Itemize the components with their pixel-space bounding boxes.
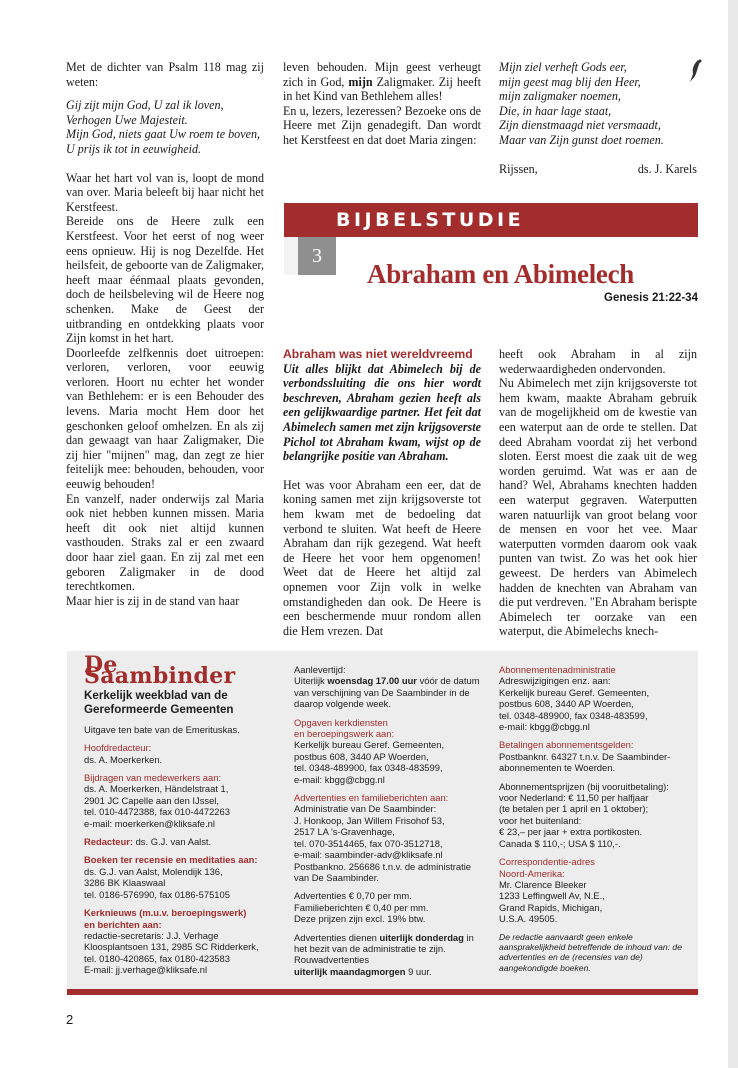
deadline: Uiterlijk woensdag 17.00 uur vóór de datum van verschijning van De Saambinder in de daarop volgende week. (294, 675, 480, 710)
corr-line: Mr. Clarence Bleeker (499, 878, 587, 890)
page-number: 2 (66, 1012, 74, 1027)
pay-line: Postbanknr. 64327 t.n.v. De Saambinder- (499, 750, 671, 762)
article-title: Abraham en Abimelech (367, 259, 634, 289)
news-line: E-mail: jj.verhage@kliksafe.nl (84, 964, 208, 976)
prices-line: voor Nederland: € 11,50 per halfjaar (499, 792, 649, 804)
ad-price: Advertenties € 0,70 per mm. (294, 890, 412, 902)
ads-line: van De Saambinder. (294, 871, 379, 883)
subs-line: tel. 0348-489900, fax 0348-483599, (499, 709, 648, 721)
page-edge (728, 0, 738, 1068)
editor-label: Hoofdredacteur: (84, 742, 152, 754)
hymn-line: Zijn dienstmaagd niet versmaadt, (499, 118, 661, 133)
ads-line: e-mail: saambinder-adv@kliksafe.nl (294, 849, 443, 861)
corr-line: Grand Rapids, Michigan, (499, 901, 603, 913)
redacteur: Redacteur: ds. G.J. van Aalst. (84, 836, 212, 848)
colophon-col-3 (499, 664, 691, 973)
article-body: Het was voor Abraham een eer, dat de koning samen met zijn krijgsoverste tot hem kwam met de bedoeling dat verbond te sluiten. Wat heeft de Heere Abraham dan rijk gezegend. Wat heeft de Heere het voor hem opgenomen! Weet dat de Heere het altijd zal opnemen voor Zijn volk in welke omstandigheden dan ook. De Heere is een beschermende muur rondom allen die Hem vrezen. Dat (283, 477, 481, 638)
col1-paragraph: Maar hier is zij in de stand van haar (66, 593, 240, 608)
col1-paragraph: En vanzelf, nader onderwijs zal Maria ook niet hebben kunnen missen. Maria heeft dit ook niet altijd kunnen vasthouden. Straks zal er een zwaard door haar ziel gaan. En zij zal met een geboren Zaligmaker in de dood terechtkomen. (66, 491, 264, 594)
number-box-shadow (284, 237, 298, 275)
corr-label: Correspondentie-adres (499, 856, 595, 868)
prices-line: Canada $ 110,-; USA $ 110,-. (499, 837, 621, 849)
subtitle: Gereformeerde Gemeenten (84, 702, 234, 716)
article-column-right (499, 347, 697, 639)
signature-place: Rijssen, (499, 162, 538, 176)
services-line: tel. 0348-489900, fax 0348-483599, (294, 762, 443, 774)
hymn-line: mijn geest mag blij den Heer, (499, 74, 641, 89)
psalm-line-2: Verhogen Uwe Majesteit. (66, 112, 188, 127)
lead-text: Uit alles blijkt dat Abimelech bij de verbondssluiting die ons hier wordt beschreven, Abraham gezien heeft als een gelijkwaardige partner. Het feit dat Abimelech samen met zijn krijgsoverste Pichol tot Abraham kwam, wijst op de belangrijke positie van Abraham. (283, 361, 481, 464)
ad-price: Familieberichten € 0,40 per mm. (294, 901, 429, 913)
contrib-label: Bijdragen van medewerkers aan: (84, 772, 222, 784)
hymn-line: Maar van Zijn gunst doet roemen. (499, 132, 664, 147)
ads-line: tel. 070-3514465, fax 070-3512718, (294, 837, 443, 849)
colophon-box (67, 651, 698, 995)
books-line: 3286 BK Klaaswaal (84, 877, 166, 889)
hymn-line: Mijn ziel verheft Gods eer, (499, 60, 627, 74)
psalm-line-1: Gij zijt mijn God, U zal ik loven, (66, 98, 224, 113)
column-3-top (499, 60, 697, 148)
column-2-top (283, 60, 481, 148)
subtitle: Kerkelijk weekblad van de (84, 688, 228, 702)
prices-label: Abonnementsprijzen (bij vooruitbetaling): (499, 780, 669, 792)
psalm-line-4: U prijs ik tot in eeuwigheid. (66, 141, 202, 156)
column-1 (66, 60, 264, 608)
news-label: en berichten aan: (84, 918, 162, 930)
ads-line: J. Honkoop, Jan Willem Frisohof 53, (294, 814, 445, 826)
services-line: postbus 608, 3440 AP Woerden, (294, 750, 429, 762)
editor: ds. A. Moerkerken. (84, 753, 163, 765)
services-label: Opgaven kerkdiensten (294, 716, 388, 728)
contrib-line: ds. A. Moerkerken, Händelstraat 1, (84, 783, 229, 795)
corr-line: 1233 Leffingwell Av, N.E., (499, 890, 605, 902)
col1-paragraph: Waar het hart vol van is, loopt de mond van over. Maria beleeft bij haar nicht het Kerstfeest. (66, 170, 264, 214)
bird-ornament-icon (684, 58, 704, 90)
news-line: tel. 0180-420865, fax 0180-423583 (84, 952, 230, 964)
lead-heading: Abraham was niet wereldvreemd (283, 347, 473, 361)
founded: Uitgave ten bate van de Emerituskas. (84, 723, 240, 735)
ad-deadline: Rouwadvertenties (294, 954, 370, 966)
hymn-line: Die, in haar lage staat, (499, 103, 612, 118)
article-body: heeft ook Abraham in al zijn wederwaardigheden ondervonden. (499, 347, 697, 376)
corr-label: Noord-Amerika: (499, 867, 565, 879)
subs-line: Kerkelijk bureau Geref. Gemeenten, (499, 686, 650, 698)
ads-line: 2517 LA 's-Gravenhage, (294, 826, 395, 838)
prices-line: € 23,– per jaar + extra portikosten. (499, 826, 643, 838)
subs-line: e-mail: kbgg@cbgg.nl (499, 721, 590, 733)
pay-line: abonnementen te Woerden. (499, 762, 616, 774)
news-label: Kerknieuws (m.u.v. beroepingswerk) (84, 907, 247, 919)
col1-paragraph: Bereide ons de Heere zulk een Kerstfeest. Voor het eerst of nog weer eens opnieuw. Hij is nog Dezelfde. Het heilsfeit, de geboorte van de Zaligmaker, heeft maar éénmaal plaats gevonden, doch de heilsbeleving wil de Heere nog schenken. Make de Geest der uitbranding en ontdekking plaats voor Zijn komst in het hart. (66, 214, 264, 346)
ad-deadline: uiterlijk maandagmorgen 9 uur. (294, 965, 432, 977)
books-label: Boeken ter recensie en meditaties aan: (84, 854, 258, 866)
signature-author: ds. J. Karels (637, 162, 697, 176)
books-line: ds. G.J. van Aalst, Molendijk 136, (84, 865, 223, 877)
colophon-col-1 (84, 652, 274, 976)
subs-label: Abonnementenadministratie (499, 664, 616, 675)
ad-deadline: Advertenties dienen uiterlijk donderdag in het bezit van de administratie te zijn. (294, 931, 474, 954)
ads-label: Advertenties en familieberichten aan: (294, 792, 449, 804)
news-line: Kloosplantsoen 131, 2985 SC Ridderkerk, (84, 941, 259, 953)
services-line: e-mail: kbgg@cbgg.nl (294, 773, 385, 785)
services-line: Kerkelijk bureau Geref. Gemeenten, (294, 739, 445, 751)
col1-intro: Met de dichter van Psalm 118 mag zij weten: (66, 60, 264, 89)
hymn-line: mijn zaligmaker noemen, (499, 89, 621, 104)
article-number: 3 (298, 237, 336, 275)
col2-paragraph: En u, lezers, lezeressen? Bezoeke ons de Heere met Zijn genadegift. Dan wordt het Kerstfeest en dat doet Maria zingen: (283, 103, 481, 147)
corr-line: U.S.A. 49505. (499, 913, 558, 925)
prices-line: (te betalen per 1 april en 1 oktober); (499, 803, 649, 815)
deadline-label: Aanlevertijd: (294, 664, 346, 675)
news-line: redactie-secretaris: J.J. Verhage (84, 929, 219, 941)
contrib-line: 2901 JC Capelle aan den IJssel, (84, 794, 219, 806)
article-body: Nu Abimelech met zijn krijgsoverste tot hem kwam, maakte Abraham gebruik van de mogelijkheid om de kwestie van een waterput aan de orde te stellen. Dat deed Abraham voordat zij het verbond sloten. Eerst moest die zaak uit de weg worden geruimd. Wat was er aan de hand? Wel, Abrahams knechten hadden een waterput gegraven. Waterputten waren natuurlijk van groot belang voor de mensen en voor het vee. Maar waterputten vormden daarom ook vaak punten van twist. Zo was het ook hier geweest. De herders van Abimelech hadden de knechten van Abraham van die put verdreven. "En Abraham berispte Abimelech ter oorzake van een waterput, die Abimelechs knech- (499, 376, 697, 639)
ads-line: Administratie van De Saambinder: (294, 803, 437, 815)
signature-line (499, 162, 697, 177)
contrib-line: e-mail: moerkerken@kliksafe.nl (84, 817, 215, 829)
colophon-col-2 (294, 664, 484, 977)
col1-paragraph: Doorleefde zelfkennis doet uitroepen: verloren, verloren, voor eeuwig verloren. Hoort nu echter het wonder van Bethlehem: er is een Behouder des levens. Maria mocht Hem door het geschonken geloof omhelzen. En als zij dan gewaagt van haar Zaligmaker, Die zij hier "mijnen" mag, dan zegt ze hier feitelijk mee: behouden, behouden, voor eeuwig behouden! (66, 345, 264, 492)
section-banner (284, 203, 698, 237)
books-line: tel. 0186-576990, fax 0186-575105 (84, 888, 230, 900)
contrib-line: tel. 010-4472388, fax 010-4472263 (84, 806, 230, 818)
col2-paragraph: leven behouden. Mijn geest verheugt zich in God, mijn Zaligmaker. Zij heeft in het Kind van Bethlehem alles! (283, 60, 482, 104)
section-title: BIJBELSTUDIE (336, 209, 525, 231)
prices-line: voor het buitenland: (499, 814, 582, 826)
subs-line: postbus 608, 3440 AP Woerden, (499, 698, 634, 710)
article-column-left (283, 347, 481, 638)
ads-line: Postbankno. 256686 t.n.v. de administratie (294, 860, 472, 872)
article-reference: Genesis 21:22-34 (604, 292, 698, 304)
ad-price: Deze prijzen zijn excl. 19% btw. (294, 913, 426, 925)
subs-intro: Adreswijzigingen enz. aan: (499, 675, 611, 687)
services-label: en beroepingswerk aan: (294, 728, 395, 740)
pay-label: Betalingen abonnementsgelden: (499, 739, 634, 751)
masthead-logo: De Saambinder (84, 652, 236, 690)
psalm-line-3: Mijn God, niets gaat Uw roem te boven, (66, 127, 261, 142)
disclaimer: De redactie aanvaardt geen enkele aansprakelijkheid betreffende de inhoud van: de advertenties en de (recensies van de) aangekondigde boeken. (499, 931, 682, 973)
